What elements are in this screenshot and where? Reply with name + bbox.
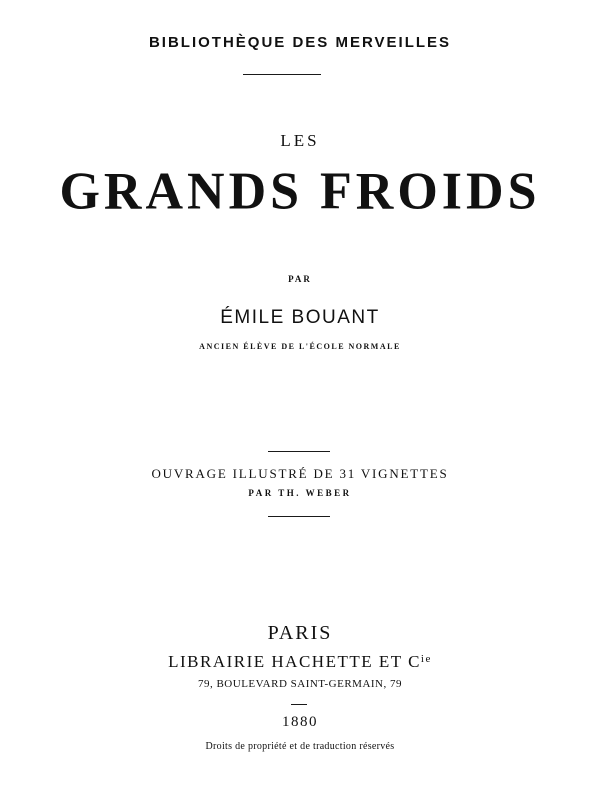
author-by: PAR (288, 274, 312, 284)
illustration-rule-top (268, 451, 330, 452)
publication-city: PARIS (267, 622, 333, 644)
illustration-rule-bottom (268, 516, 330, 517)
main-title: GRANDS FROIDS (59, 162, 541, 221)
rights-notice: Droits de propriété et de traduction réservés (205, 741, 395, 752)
publisher-name (0, 652, 600, 672)
publisher-name-text: LIBRAIRIE HACHETTE ET C (168, 652, 421, 671)
author-name: ÉMILE BOUANT (220, 307, 380, 328)
publication-year: 1880 (282, 714, 318, 730)
illustration-note: OUVRAGE ILLUSTRÉ DE 31 VIGNETTES (151, 466, 449, 481)
title-article: LES (280, 131, 320, 150)
illustrator-credit: PAR TH. WEBER (248, 488, 352, 498)
publisher-address: 79, BOULEVARD SAINT-GERMAIN, 79 (197, 678, 403, 690)
address-rule (291, 704, 307, 705)
series-rule (243, 74, 321, 75)
publisher-name-superscript: ie (420, 653, 432, 665)
author-title: ANCIEN ÉLÈVE DE L'ÉCOLE NORMALE (199, 342, 401, 351)
series-title: BIBLIOTHÈQUE DES MERVEILLES (148, 34, 452, 51)
